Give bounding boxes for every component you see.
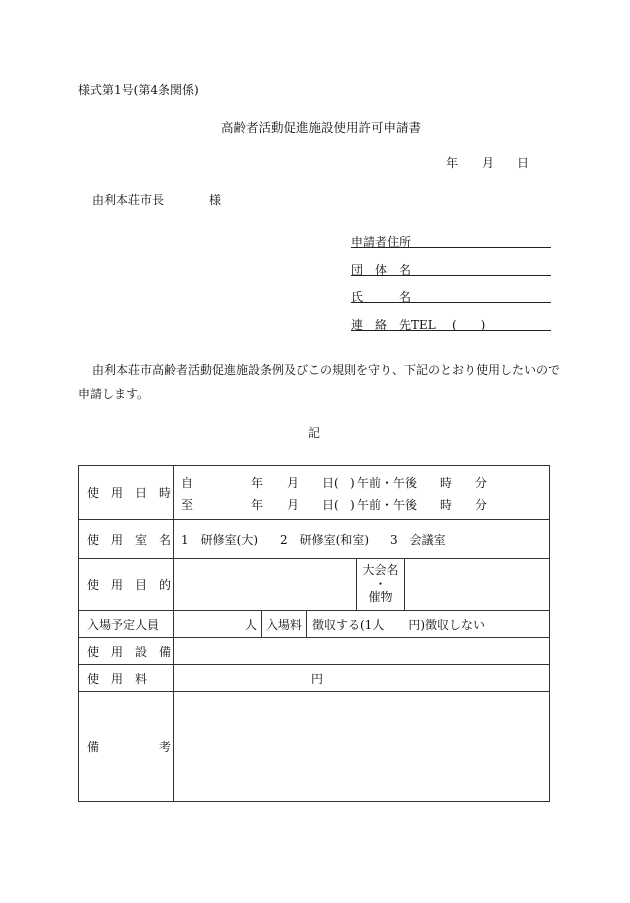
charge-input-cell[interactable] bbox=[174, 665, 550, 692]
from-month: 月 bbox=[287, 475, 300, 490]
fee-label: 入場料 bbox=[262, 611, 307, 638]
room-label: 使 用 室 名 bbox=[79, 520, 174, 559]
date-day: 日 bbox=[517, 156, 530, 170]
fee-collect-text: 徴収する(1人 円)徴収しない bbox=[312, 617, 485, 632]
to-char: 至 bbox=[181, 497, 194, 512]
applicant-group-label: 団 体 名 bbox=[351, 263, 412, 277]
applicant-address-line[interactable] bbox=[351, 247, 551, 248]
date-year: 年 bbox=[446, 156, 459, 170]
applicant-address-label: 申請者住所 bbox=[351, 235, 412, 249]
applicant-contact-label: 連 絡 先TEL bbox=[351, 318, 436, 332]
fee-collect-cell[interactable] bbox=[307, 611, 550, 638]
from-char: 自 bbox=[181, 475, 194, 490]
event-label-1: 大会名 bbox=[362, 562, 399, 577]
from-day: 日( bbox=[322, 475, 339, 490]
datetime-label: 使 用 日 時 bbox=[79, 466, 174, 520]
room-row bbox=[79, 520, 550, 559]
to-close-paren: ) bbox=[350, 497, 355, 512]
body-text-line-1: 由利本荘市高齢者活動促進施設条例及びこの規則を守り、下記のとおり使用したいので bbox=[92, 363, 561, 377]
people-input-cell[interactable] bbox=[174, 611, 262, 638]
room-option-1[interactable]: 1 研修室(大) bbox=[181, 532, 258, 547]
event-label-2: ・ bbox=[374, 576, 387, 591]
equipment-input-cell[interactable] bbox=[174, 638, 550, 665]
addressee-honorific: 様 bbox=[209, 193, 222, 207]
applicant-contact-parens: ( ) bbox=[452, 318, 486, 332]
equipment-label: 使 用 設 備 bbox=[79, 638, 174, 665]
charge-row bbox=[79, 665, 550, 692]
room-option-2[interactable]: 2 研修室(和室) bbox=[280, 532, 369, 547]
from-minute: 分 bbox=[475, 475, 488, 490]
page-title: 高齢者活動促進施設使用許可申請書 bbox=[221, 120, 422, 135]
from-year: 年 bbox=[251, 475, 264, 490]
room-cell[interactable] bbox=[174, 520, 550, 559]
equipment-row bbox=[79, 638, 550, 665]
to-year: 年 bbox=[251, 497, 264, 512]
from-ampm: 午前・午後 bbox=[357, 475, 418, 490]
date-month: 月 bbox=[482, 156, 495, 170]
purpose-label: 使 用 目 的 bbox=[79, 559, 174, 611]
applicant-contact-line[interactable] bbox=[351, 330, 551, 331]
attendance-row bbox=[79, 611, 550, 638]
datetime-row bbox=[79, 466, 550, 520]
remarks-label: 備 考 bbox=[79, 692, 174, 802]
charge-label: 使 用 料 bbox=[79, 665, 174, 692]
event-label-cell bbox=[357, 559, 405, 611]
remarks-row bbox=[79, 692, 550, 802]
event-label-3: 催物 bbox=[368, 590, 393, 605]
purpose-input-cell[interactable] bbox=[174, 559, 357, 611]
people-unit: 人 bbox=[244, 617, 257, 632]
body-text-line-2: 申請します。 bbox=[78, 387, 150, 401]
form-number: 様式第1号(第4条関係) bbox=[78, 83, 199, 97]
charge-unit: 円 bbox=[311, 671, 324, 686]
from-hour: 時 bbox=[440, 475, 453, 490]
to-ampm: 午前・午後 bbox=[357, 497, 418, 512]
from-close-paren: ) bbox=[350, 475, 355, 490]
event-input-cell[interactable] bbox=[405, 559, 550, 611]
people-label: 入場予定人員 bbox=[79, 611, 174, 638]
remarks-input-cell[interactable] bbox=[174, 692, 550, 802]
ki-heading: 記 bbox=[308, 426, 321, 440]
to-minute: 分 bbox=[475, 497, 488, 512]
addressee-name: 由利本荘市長 bbox=[92, 193, 165, 207]
to-hour: 時 bbox=[440, 497, 453, 512]
purpose-row bbox=[79, 559, 550, 611]
to-day: 日( bbox=[322, 497, 339, 512]
applicant-name-line[interactable] bbox=[351, 302, 551, 303]
applicant-name-label: 氏 名 bbox=[351, 290, 412, 304]
datetime-cell[interactable] bbox=[174, 466, 550, 520]
to-month: 月 bbox=[287, 497, 300, 512]
applicant-group-line[interactable] bbox=[351, 275, 551, 276]
application-table bbox=[78, 465, 550, 802]
room-option-3[interactable]: 3 会議室 bbox=[390, 532, 446, 547]
